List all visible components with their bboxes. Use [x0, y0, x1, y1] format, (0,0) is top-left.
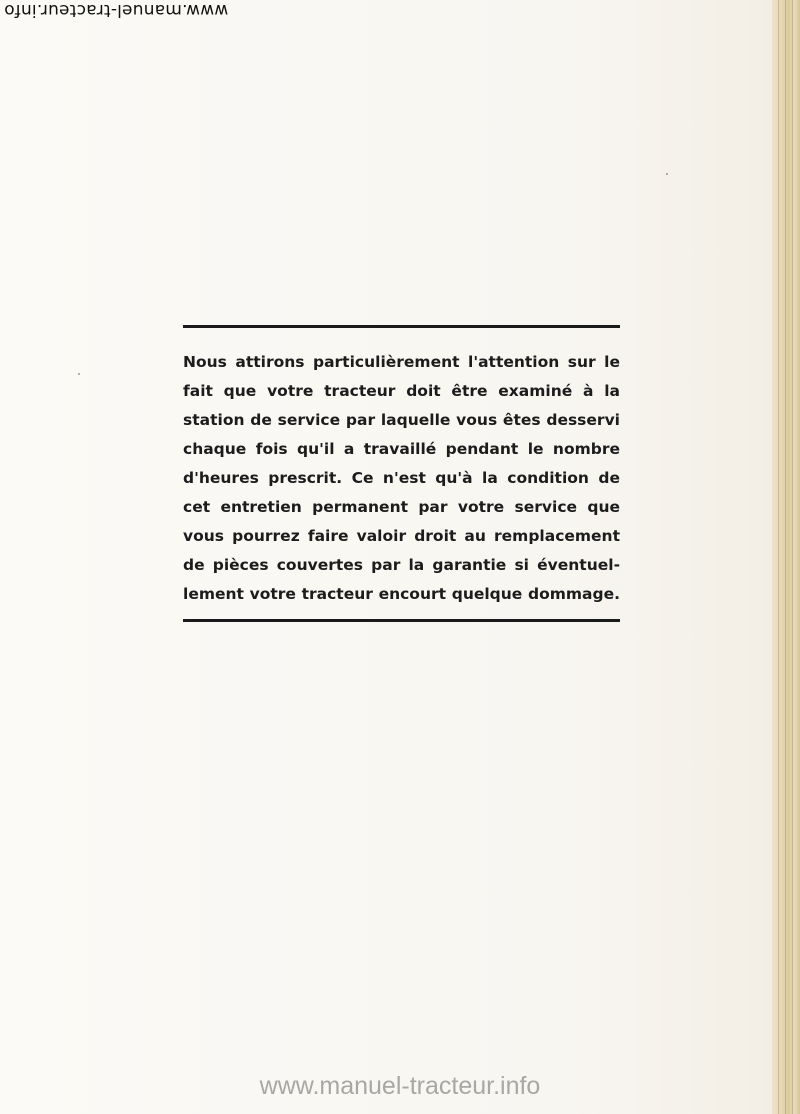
bottom-rule: [183, 619, 620, 622]
notice-line: cet entretien permanent par votre service que: [183, 498, 620, 516]
notice-line: fait que votre tracteur doit être examiné à la: [183, 382, 620, 400]
page-edge-line: [785, 0, 786, 1114]
notice-line: chaque fois qu'il a travaillé pendant le nombre: [183, 440, 620, 458]
page-edge-line: [792, 0, 793, 1114]
notice-line: vous pourrez faire valoir droit au remplacement: [183, 527, 620, 545]
watermark-bottom: www.manuel-tracteur.info: [259, 1072, 541, 1100]
top-rule: [183, 325, 620, 328]
page-edge: [772, 0, 800, 1114]
paper-speck: [78, 373, 80, 375]
notice-line: de pièces couvertes par la garantie si éventuel-: [183, 556, 620, 574]
page-edge-line: [778, 0, 779, 1114]
notice-line: station de service par laquelle vous êtes desservi: [183, 411, 620, 429]
notice-line: Nous attirons particulièrement l'attention sur le: [183, 353, 620, 371]
watermark-top: www.manuel-tracteur.info: [4, 0, 229, 20]
notice-line: d'heures prescrit. Ce n'est qu'à la condition de: [183, 469, 620, 487]
notice-line: lement votre tracteur encourt quelque dommage.: [183, 585, 620, 603]
notice-paragraph: [183, 348, 620, 609]
paper-speck: [666, 173, 668, 175]
